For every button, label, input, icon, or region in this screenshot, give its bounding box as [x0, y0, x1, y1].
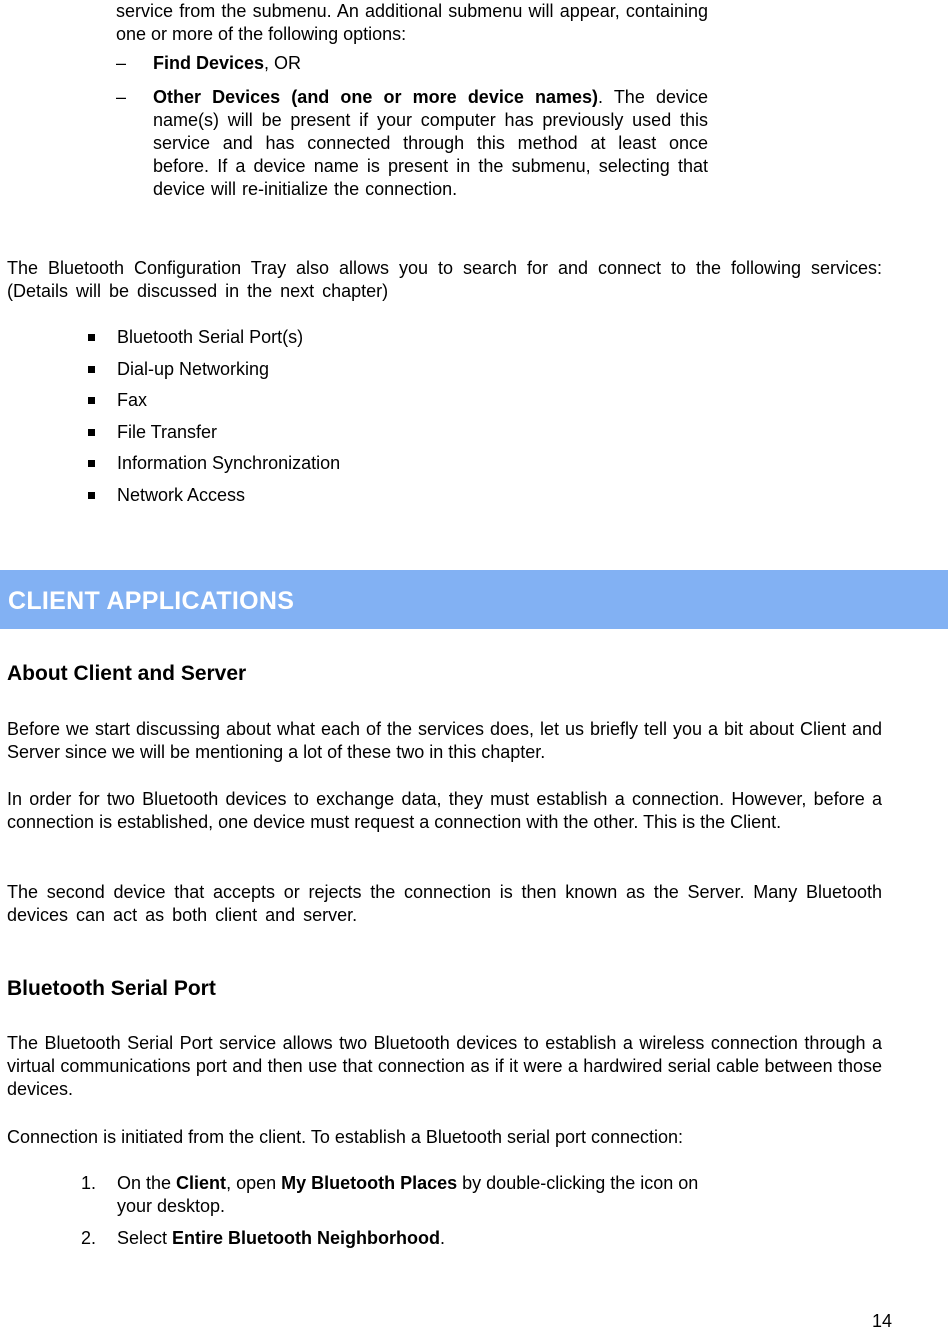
square-bullet-icon — [88, 492, 95, 499]
service-item — [88, 484, 245, 507]
serial-port-paragraph: Connection is initiated from the client. To establish a Bluetooth serial port connection: — [7, 1127, 684, 1147]
client-term: Client — [176, 1173, 227, 1193]
serial-port-paragraph: The Bluetooth Serial Port service allows two Bluetooth devices to establish a wireless connection through a virtual communications port and then use that connection as if it were a hardwired serial cable between those devices. — [7, 1033, 882, 1099]
option-find-devices-label: Find Devices — [153, 53, 265, 73]
square-bullet-icon — [88, 429, 95, 436]
tray-paragraph: The Bluetooth Configuration Tray also allows you to search for and connect to the following services: (Details will be discussed in the next chapter) — [7, 258, 882, 301]
square-bullet-icon — [88, 366, 95, 373]
service-label: Bluetooth Serial Port(s) — [117, 327, 304, 347]
client-server-paragraph: Before we start discussing about what each of the services does, let us briefly tell you a bit about Client and Server since we will be mentioning a lot of these two in this chapter. — [7, 719, 882, 762]
section-title: CLIENT APPLICATIONS — [8, 587, 295, 615]
option-find-devices — [116, 52, 708, 75]
dash-bullet: – — [116, 87, 127, 107]
step-item: 2. Select Entire Bluetooth Neighborhood. — [81, 1228, 446, 1248]
option-other-devices-label: Other Devices (and one or more device names) — [153, 87, 599, 107]
service-label: File Transfer — [117, 422, 218, 442]
section-banner — [0, 570, 948, 629]
service-label: Dial-up Networking — [117, 359, 270, 379]
client-server-paragraph: In order for two Bluetooth devices to exchange data, they must establish a connection. However, before a connection is established, one device must request a connection with the other. This is the Client. — [7, 789, 882, 832]
service-item — [88, 326, 303, 349]
square-bullet-icon — [88, 397, 95, 404]
my-bluetooth-places-term: My Bluetooth Places — [281, 1173, 458, 1193]
intro-paragraph: service from the submenu. An additional submenu will appear, containing one or more of the following options: — [116, 1, 708, 44]
service-label: Network Access — [117, 485, 246, 505]
square-bullet-icon — [88, 460, 95, 467]
option-other-devices-description: . The device name(s) will be present if your computer has previously used this service and has connected through this method at least once before. If a device name is present in the submenu, selecting that device will re-initialize the connection. — [153, 87, 708, 199]
service-label: Information Synchronization — [117, 453, 341, 473]
heading-client-server: About Client and Server — [7, 662, 247, 685]
service-item — [88, 389, 147, 412]
page-number: 14 — [872, 1311, 893, 1331]
entire-neighborhood-term: Entire Bluetooth Neighborhood — [172, 1228, 441, 1248]
client-server-paragraph: The second device that accepts or rejects the connection is then known as the Server. Many Bluetooth devices can act as both client and server. — [7, 882, 882, 925]
service-item — [88, 452, 340, 475]
heading-serial-port: Bluetooth Serial Port — [7, 977, 216, 1000]
square-bullet-icon — [88, 334, 95, 341]
option-other-devices — [116, 86, 708, 201]
step-number: 1. — [81, 1173, 97, 1193]
dash-bullet: – — [116, 53, 127, 73]
service-item — [88, 421, 217, 444]
option-find-devices-suffix: , OR — [264, 53, 302, 73]
service-item — [88, 358, 269, 381]
step-item: 1. On the Client, open My Bluetooth Places by double-clicking the icon on your desktop. — [81, 1173, 699, 1216]
step-number: 2. — [81, 1228, 97, 1248]
service-label: Fax — [117, 390, 148, 410]
